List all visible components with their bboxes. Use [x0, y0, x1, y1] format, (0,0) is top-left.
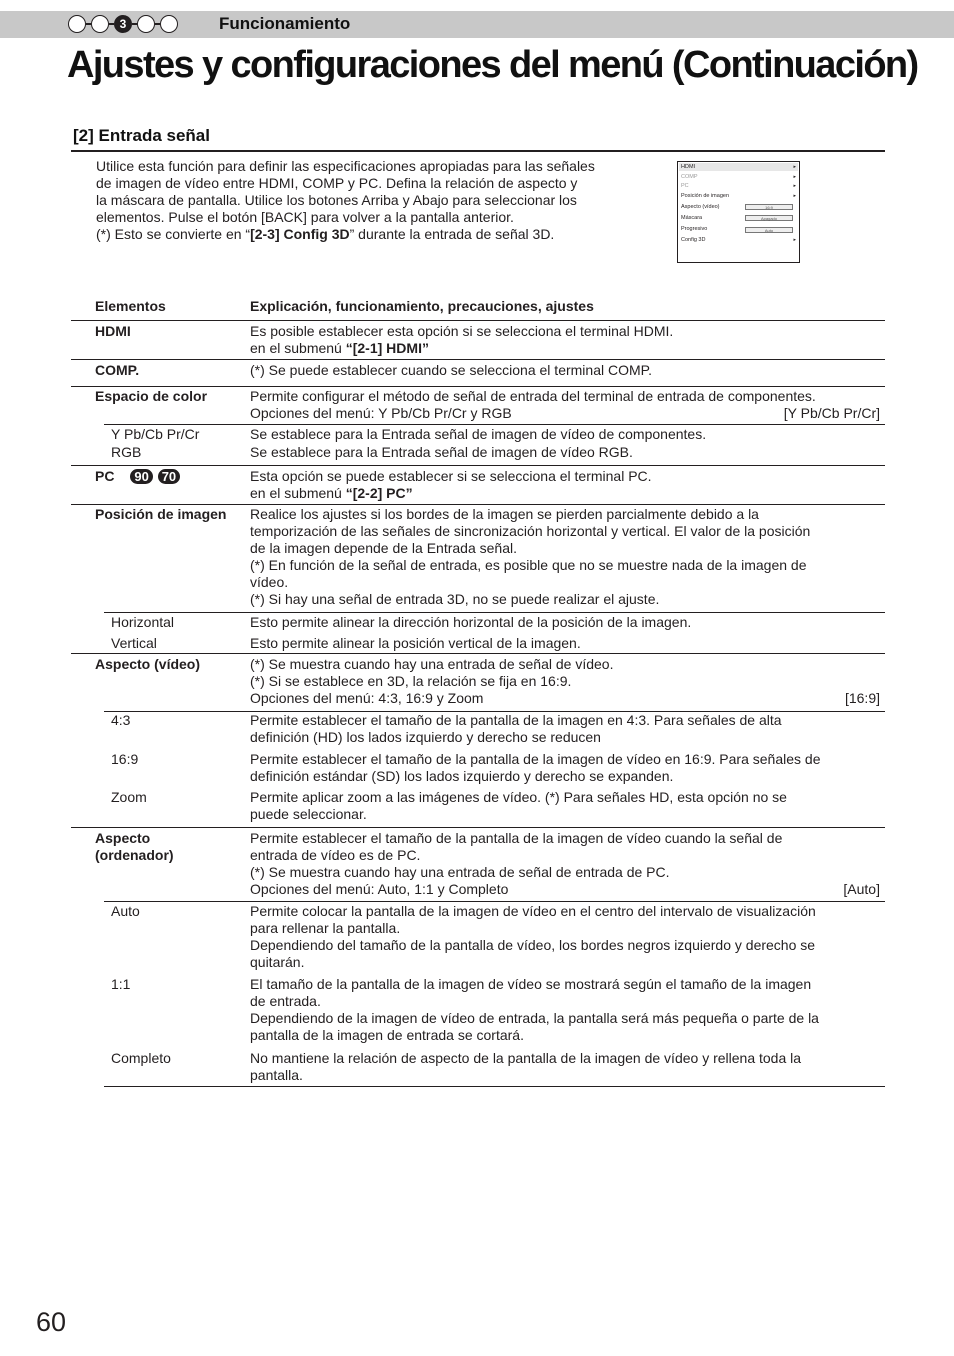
step-indicator: [68, 15, 178, 33]
menu-value-mask: Apagado: [745, 215, 793, 221]
row-text-aspect-video: (*) Se muestra cuando hay una entrada de señal de vídeo. (*) Si se establece en 3D, la relación se fija en 16:9. Opciones del menú: 4:3, 16:9 y Zoom [16:9]: [250, 656, 880, 706]
row-label-aspect-video: Aspecto (vídeo): [95, 656, 201, 672]
row-text-horizontal: Esto permite alinear la dirección horizontal de la posición de la imagen.: [250, 614, 692, 630]
row-label-vertical: Vertical: [111, 635, 157, 651]
menu-highlight: [679, 163, 798, 171]
subsection-title: [2] Entrada señal: [73, 126, 210, 145]
row-label-aspect-pc: Aspecto (ordenador): [95, 830, 174, 863]
table-rule: [71, 320, 885, 321]
intro-note: (*) Esto se convierte en “[2-3] Config 3D” durante la entrada de señal 3D.: [96, 226, 555, 242]
row-text-16-9: Permite establecer el tamaño de la pantalla de la imagen de vídeo en 16:9. Para señales de definición estándar (SD) los lados izquierdo y derecho se expanden.: [250, 751, 821, 784]
chevron-right-icon: ▸: [793, 164, 796, 170]
menu-item-progressive: Progresivo: [681, 226, 708, 232]
menu-item-hdmi: HDMI: [681, 164, 696, 170]
row-label-color-space: Espacio de color: [95, 388, 208, 404]
menu-item-position: Posición de imagen: [681, 193, 730, 199]
column-header-explanation: Explicación, funcionamiento, precauciones, ajustes: [250, 298, 594, 314]
step-dot-active: 3: [114, 15, 132, 33]
row-label-horizontal: Horizontal: [111, 614, 175, 630]
row-text-1-1: El tamaño de la pantalla de la imagen de vídeo se mostrará según el tamaño de la imagen de entrada. Dependiendo de la imagen de vídeo de entrada, la pantalla será más pequeña o parte de la pantalla de la imagen de entrada se cortará.: [250, 976, 819, 1043]
menu-value-progressive: Auto: [745, 227, 793, 233]
row-label-zoom: Zoom: [111, 789, 147, 805]
row-label-hdmi: HDMI: [95, 323, 131, 339]
model-badge-90: 90: [130, 469, 152, 484]
row-label-1-1: 1:1: [111, 976, 131, 992]
row-label-pc: PC 90 70: [95, 468, 180, 485]
row-text-color-space: Permite configurar el método de señal de entrada del terminal de entrada de componentes. Opciones del menú: Y Pb/Cb Pr/Cr y RGB [Y Pb/Cb Pr/Cr]: [250, 388, 880, 421]
row-label-comp: COMP.: [95, 362, 140, 378]
table-rule: [71, 653, 885, 654]
row-text-zoom: Permite aplicar zoom a las imágenes de vídeo. (*) Para señales HD, esta opción no se puede seleccionar.: [250, 789, 787, 822]
table-subrule: [104, 901, 885, 902]
column-header-items: Elementos: [95, 298, 166, 314]
menu-item-pc: PC: [681, 183, 689, 189]
row-text-aspect-pc: Permite establecer el tamaño de la pantalla de la imagen de vídeo cuando la señal de entrada de vídeo es de PC. (*) Se muestra cuando hay una entrada de señal de entrada de PC. Opciones del menú: Auto, 1:1 y Completo [Auto]: [250, 830, 880, 897]
intro-text: [96, 158, 656, 243]
row-text-auto: Permite colocar la pantalla de la imagen de vídeo en el centro del intervalo de visualización para rellenar la pantalla. Dependiendo del tamaño de la pantalla de vídeo, los bordes negros izquierdo y derecho se quitarán.: [250, 903, 816, 970]
intro-line: de imagen de vídeo entre HDMI, COMP y PC. Defina la relación de aspecto y: [96, 175, 578, 191]
menu-item-aspect: Aspecto (vídeo): [681, 204, 720, 210]
section-bar: [0, 11, 954, 38]
model-badge-70: 70: [158, 469, 180, 484]
menu-value-aspect: 16:9: [745, 204, 793, 210]
intro-line: elementos. Pulse el botón [BACK] para volver a la pantalla anterior.: [96, 209, 514, 225]
row-label-rgb: RGB: [111, 444, 142, 460]
row-text-rgb: Se establece para la Entrada señal de imagen de vídeo RGB.: [250, 444, 633, 460]
step-dot-4: [137, 15, 155, 33]
table-rule: [71, 465, 885, 466]
chevron-right-icon: ▸: [793, 193, 796, 199]
row-text-pc: Esta opción se puede establecer si se selecciona el terminal PC. en el submenú “[2-2] PC”: [250, 468, 652, 501]
row-text-comp: (*) Se puede establecer cuando se selecciona el terminal COMP.: [250, 362, 653, 378]
menu-screenshot: [677, 161, 800, 263]
step-dot-1: [68, 15, 86, 33]
row-label-ypbpr: Y Pb/Cb Pr/Cr: [111, 426, 200, 442]
row-text-ypbpr: Se establece para la Entrada señal de imagen de vídeo de componentes.: [250, 426, 707, 442]
row-label-complete: Completo: [111, 1050, 171, 1066]
table-rule: [71, 359, 885, 360]
chevron-right-icon: ▸: [793, 174, 796, 180]
table-rule: [71, 827, 885, 828]
intro-line: Utilice esta función para definir las especificaciones apropiadas para las señales: [96, 158, 595, 174]
row-label-auto: Auto: [111, 903, 140, 919]
table-subrule: [104, 1086, 885, 1087]
subsection-rule: [71, 150, 885, 152]
row-label-4-3: 4:3: [111, 712, 131, 728]
menu-item-comp: COMP: [681, 174, 698, 180]
chevron-right-icon: ▸: [793, 183, 796, 189]
table-subrule: [104, 424, 885, 425]
chevron-right-icon: ▸: [793, 237, 796, 243]
table-subrule: [104, 612, 885, 613]
row-text-position: Realice los ajustes si los bordes de la imagen se pierden parcialmente debido a la temporización de las señales de sincronización horizontal y vertical. El valor de la posición de la imagen depende de la Entrada señal. (*) En función de la señal de entrada, es posible que no se muestre nada de la imagen de vídeo. (*) Si hay una señal de entrada 3D, no se puede realizar el ajuste.: [250, 506, 811, 607]
section-label: Funcionamiento: [219, 14, 351, 33]
row-text-vertical: Esto permite alinear la posición vertical de la imagen.: [250, 635, 581, 651]
step-dot-2: [91, 15, 109, 33]
page-number: 60: [36, 1307, 67, 1337]
step-dot-5: [160, 15, 178, 33]
menu-item-mask: Máscara: [681, 215, 703, 221]
row-label-16-9: 16:9: [111, 751, 139, 767]
row-text-complete: No mantiene la relación de aspecto de la pantalla de la imagen de vídeo y rellena toda la pantalla.: [250, 1050, 802, 1083]
row-text-hdmi: Es posible establecer esta opción si se selecciona el terminal HDMI. en el submenú “[2-1] HDMI”: [250, 323, 674, 356]
row-label-position: Posición de imagen: [95, 506, 227, 522]
menu-item-3d: Config 3D: [681, 237, 706, 243]
row-text-4-3: Permite establecer el tamaño de la pantalla de la imagen en 4:3. Para señales de alta definición (HD) los lados izquierdo y derecho se reducen: [250, 712, 782, 745]
page-title: Ajustes y configuraciones del menú (Continuación): [67, 44, 918, 86]
intro-line: la máscara de pantalla. Utilice los botones Arriba y Abajo para seleccionar los: [96, 192, 577, 208]
